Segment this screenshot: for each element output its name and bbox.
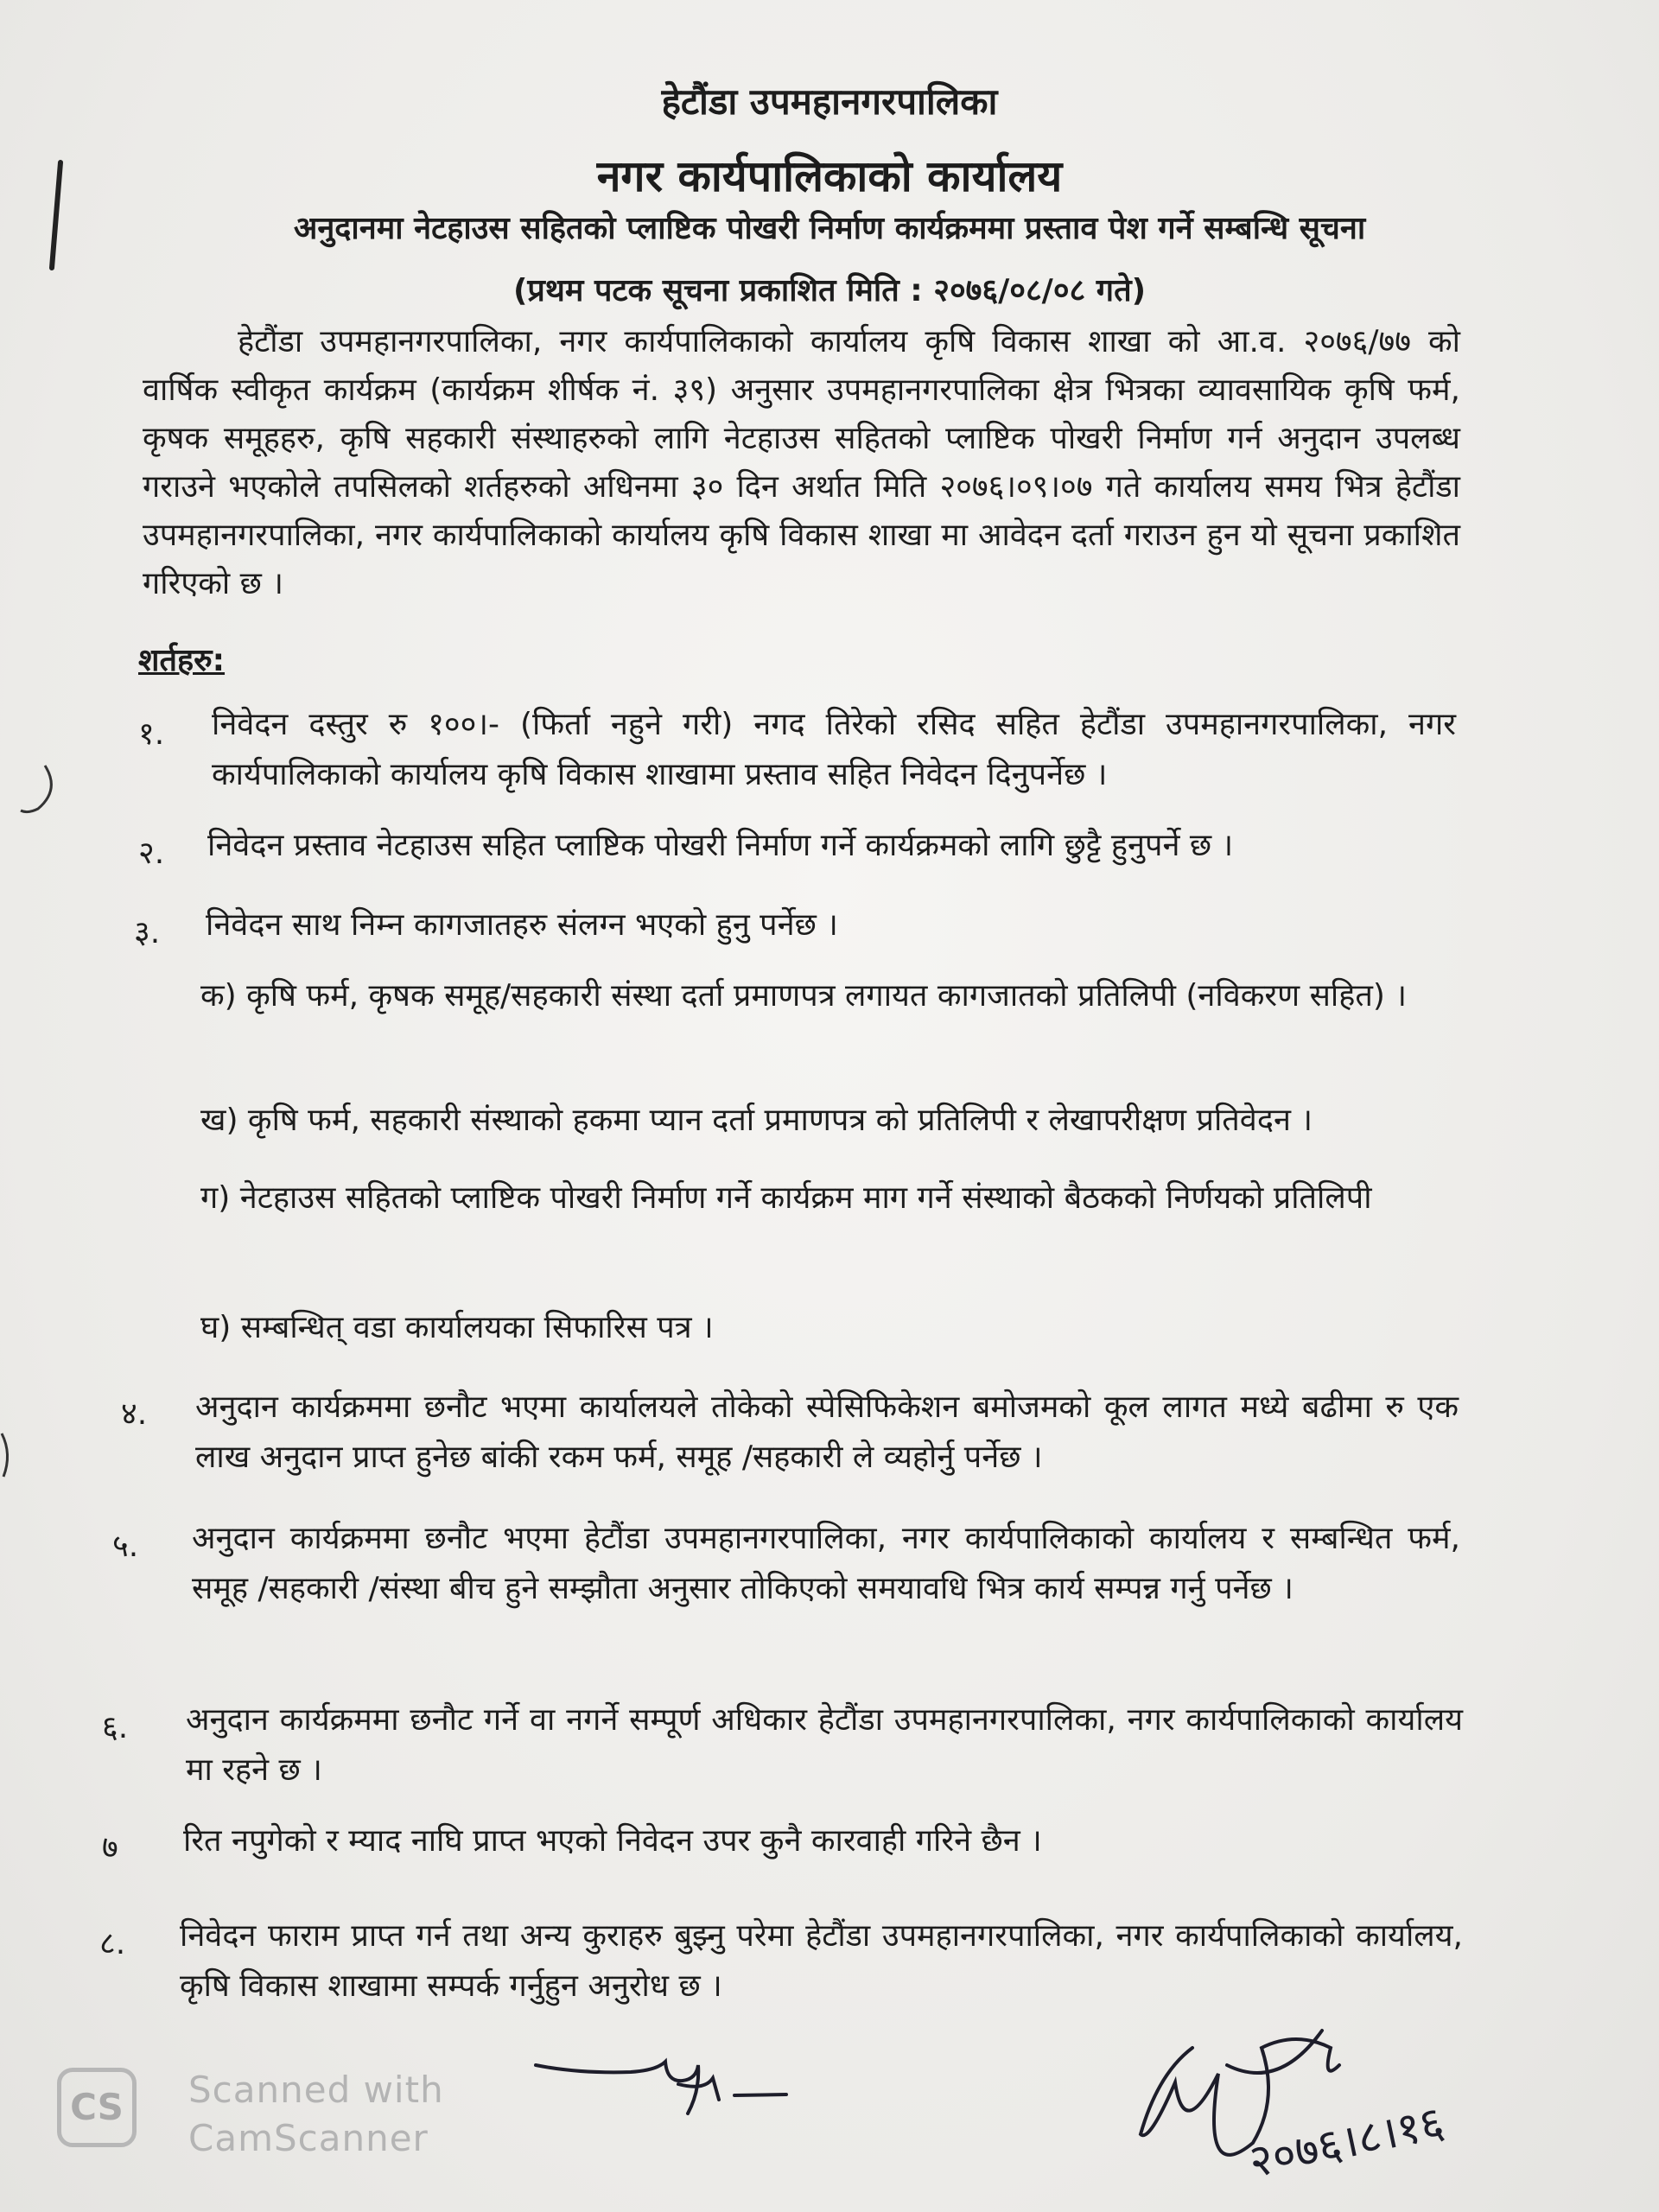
condition-number: ४. bbox=[121, 1396, 148, 1432]
condition-text: निवेदन प्रस्ताव नेटहाउस सहित प्लाष्टिक पोखरी निर्माण गर्ने कार्यक्रमको लागि छुट्टै हुनुपर्ने छ । bbox=[207, 828, 1234, 863]
camscanner-logo-text: CS bbox=[70, 2086, 124, 2128]
condition-text: अनुदान कार्यक्रममा छनौट भएमा हेटौंडा उपमहानगरपालिका, नगर कार्यपालिकाको कार्यालय र सम्बन्धित फर्म, समूह /सहकारी /संस्था बीच हुने सम्झौता अनुसार तोकिएको समयावधि भित्र कार्य सम्पन्न गर्नु पर्नेछ । bbox=[192, 1521, 1460, 1606]
condition-text: रित नपुगेको र म्याद नाघि प्राप्त भएको निवेदन उपर कुनै कारवाही गरिने छैन । bbox=[183, 1823, 1042, 1859]
condition-text: अनुदान कार्यक्रममा छनौट गर्ने वा नगर्ने सम्पूर्ण अधिकार हेटौंडा उपमहानगरपालिका, नगर कार्यपालिकाको कार्यालय मा रहने छ । bbox=[186, 1702, 1463, 1788]
condition-number: ३. bbox=[134, 915, 161, 950]
hole-punch-mark bbox=[9, 760, 60, 821]
condition-text: निवेदन दस्तुर रु १००।- (फिर्ता नहुने गरी) नगद तिरेको रसिद सहित हेटौंडा उपमहानगरपालिका, नगर कार्यपालिकाको कार्यालय कृषि विकास शाखामा प्रस्ताव सहित निवेदन दिनुपर्नेछ । bbox=[212, 707, 1456, 792]
organization-name: हेटौंडा उपमहानगरपालिका bbox=[661, 80, 998, 123]
watermark-line1: Scanned with bbox=[188, 2069, 444, 2111]
conditions-heading: शर्तहरु: bbox=[138, 643, 226, 678]
sub-item: ख) कृषि फर्म, सहकारी संस्थाको हकमा प्यान दर्ता प्रमाणपत्र को प्रतिलिपी र लेखापरीक्षण प्रतिवेदन । bbox=[200, 1103, 1313, 1138]
condition-number: ५. bbox=[112, 1529, 139, 1564]
condition-text: अनुदान कार्यक्रममा छनौट भएमा कार्यालयले तोकेको स्पेसिफिकेशन बमोजमको कूल लागत मध्ये बढीमा रु एक लाख अनुदान प्राप्त हुनेछ बांकी रकम फर्म, समूह /सहकारी ले व्यहोर्नु पर्नेछ । bbox=[195, 1389, 1459, 1475]
sub-item: ग) नेटहाउस सहितको प्लाष्टिक पोखरी निर्माण गर्ने कार्यक्रम माग गर्ने संस्थाको बैठकको निर्णयको प्रतिलिपी bbox=[200, 1180, 1372, 1216]
condition-text: निवेदन फाराम प्राप्त गर्न तथा अन्य कुराहरु बुझ्नु परेमा हेटौंडा उपमहानगरपालिका, नगर कार्यपालिकाको कार्यालय, कृषि विकास शाखामा सम्पर्क गर्नुहुन अनुरोध छ । bbox=[180, 1918, 1463, 2004]
sub-item: घ) सम्बन्धित् वडा कार्यालयका सिफारिस पत्र । bbox=[200, 1310, 714, 1345]
signature-left bbox=[527, 2031, 804, 2126]
camscanner-logo bbox=[57, 2068, 137, 2147]
notice-subject: अनुदानमा नेटहाउस सहितको प्लाष्टिक पोखरी निर्माण कार्यक्रममा प्रस्ताव पेश गर्ने सम्बन्धि सूचना bbox=[293, 211, 1366, 246]
signature-right bbox=[1123, 2013, 1486, 2203]
sub-item: क) कृषि फर्म, कृषक समूह/सहकारी संस्था दर्ता प्रमाणपत्र लगायत कागजातको प्रतिलिपी (नविकरण सहित) । bbox=[200, 978, 1407, 1014]
condition-number: १. bbox=[138, 716, 165, 752]
watermark-line2: CamScanner bbox=[188, 2117, 429, 2159]
condition-number: ७ bbox=[102, 1830, 118, 1866]
hole-punch-mark bbox=[0, 1430, 17, 1482]
condition-text: निवेदन साथ निम्न कागजातहरु संलग्न भएको हुनु पर्नेछ । bbox=[206, 907, 838, 943]
condition-number: ८. bbox=[99, 1926, 126, 1961]
publication-date: (प्रथम पटक सूचना प्रकाशित मिति : २०७६/०८/०८ गते) bbox=[512, 273, 1147, 308]
office-title: नगर कार्यपालिकाको कार्यालय bbox=[596, 151, 1063, 201]
condition-number: ६. bbox=[102, 1710, 129, 1745]
pen-mark bbox=[35, 156, 69, 276]
intro-paragraph: हेटौंडा उपमहानगरपालिका, नगर कार्यपालिकाको कार्यालय कृषि विकास शाखा को आ.व. २०७६/७७ को वार्षिक स्वीकृत कार्यक्रम (कार्यक्रम शीर्षक नं. ३९) अनुसार उपमहानगरपालिका क्षेत्र भित्रका व्यावसायिक कृषि फर्म, कृषक समूहहरु, कृषि सहकारी संस्थाहरुको लागि नेटहाउस सहितको प्लाष्टिक पोखरी निर्माण गर्न अनुदान उपलब्ध गराउने भएकोले तपसिलको शर्तहरुको अधिनमा ३० दिन अर्थात मिति २०७६।०९।०७ गते कार्यालय समय भित्र हेटौंडा उपमहानगरपालिका, नगर कार्यपालिकाको कार्यालय कृषि विकास शाखा मा आवेदन दर्ता गराउन हुन यो सूचना प्रकाशित गरिएको छ । bbox=[143, 324, 1460, 601]
signature-date: २०७६।८।१६ bbox=[1244, 2096, 1449, 2189]
condition-number: २. bbox=[138, 836, 165, 871]
